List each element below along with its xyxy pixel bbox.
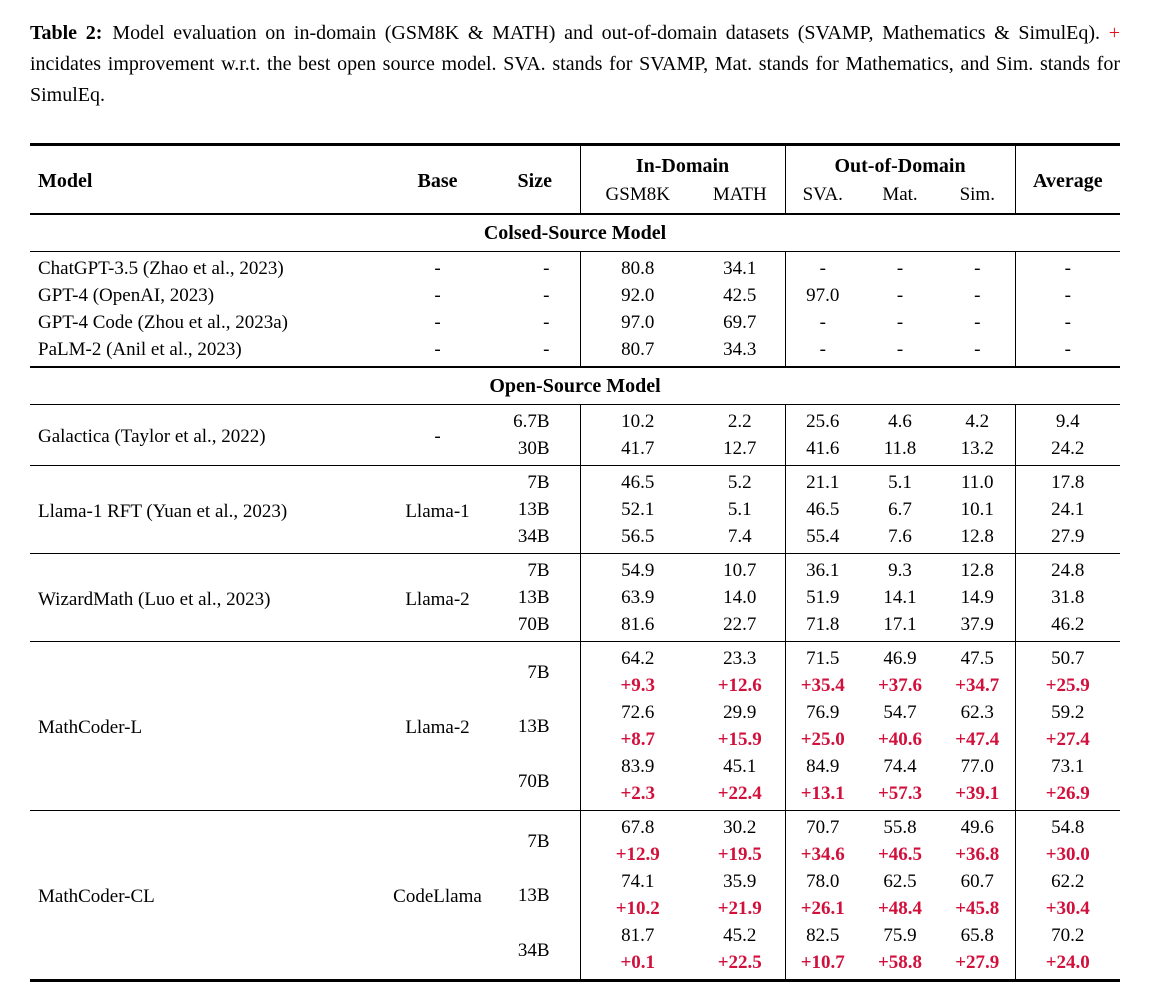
value-cell: 84.9 (806, 756, 840, 777)
value-cell: 11.8 (883, 438, 917, 459)
delta-cell: +19.5 (695, 841, 785, 868)
value-cell: 4.6 (860, 405, 940, 436)
delta-cell: +2.3 (620, 783, 656, 804)
value-cell: 24.1 (1051, 499, 1085, 520)
value-cell: 10.2 (580, 405, 695, 436)
value-cell: 47.5 (940, 642, 1015, 673)
delta-cell: +45.8 (940, 895, 1015, 922)
value-cell: 50.7 (1015, 642, 1120, 673)
value-cell: 46.5 (806, 499, 840, 520)
caption-text-before: Model evaluation on in-domain (GSM8K & MATH) and out-of-domain datasets (SVAMP, Mathematics & SimulEq). (112, 22, 1109, 44)
value-cell: - (940, 336, 1015, 367)
value-cell: 36.1 (785, 554, 860, 585)
value-cell: 12.8 (940, 554, 1015, 585)
base-model-cell: - (434, 312, 441, 333)
delta-cell: +0.1 (620, 952, 656, 973)
base-model-cell: - (385, 252, 490, 283)
base-model-cell: Llama-2 (385, 642, 490, 811)
value-cell: 78.0 (806, 871, 840, 892)
model-name-cell: WizardMath (Luo et al., 2023) (30, 554, 385, 642)
delta-cell: +46.5 (877, 844, 923, 865)
section-title: Open-Source Model (30, 367, 1120, 405)
value-cell: - (860, 252, 940, 283)
table-row (30, 642, 1120, 673)
size-cell: 13B (490, 584, 580, 611)
delta-cell: +40.6 (877, 729, 923, 750)
delta-cell: +34.6 (800, 844, 845, 865)
value-cell: 41.6 (806, 438, 840, 459)
value-cell: 12.8 (940, 523, 1015, 554)
delta-cell: +21.9 (695, 895, 785, 922)
size-cell: 7B (490, 466, 580, 497)
base-model-cell: - (385, 405, 490, 466)
size-cell: 30B (490, 435, 580, 466)
value-cell: - (1064, 312, 1071, 333)
delta-cell: +12.9 (615, 844, 660, 865)
value-cell: 35.9 (695, 868, 785, 895)
delta-cell: +58.8 (877, 952, 923, 973)
value-cell: 74.4 (883, 756, 917, 777)
value-cell: 17.1 (883, 614, 917, 635)
size-cell: 6.7B (490, 405, 580, 436)
delta-cell: +15.9 (695, 726, 785, 753)
value-cell: 75.9 (883, 925, 917, 946)
delta-cell: +30.4 (1045, 898, 1090, 919)
value-cell: - (1064, 339, 1071, 360)
size-cell: 34B (490, 922, 580, 981)
caption-text-after: incidates improvement w.r.t. the best open source model. SVA. stands for SVAMP, Mat. stands for Mathematics, and Sim. stands for SimulEq. (30, 53, 1120, 106)
col-header-base: Base (417, 169, 458, 192)
value-cell: 14.1 (883, 587, 917, 608)
size-cell: 13B (490, 868, 580, 922)
delta-cell: +27.9 (940, 949, 1015, 981)
col-header-model: Model (38, 169, 93, 192)
value-cell: 59.2 (1051, 702, 1085, 723)
size-cell: 13B (490, 699, 580, 753)
model-name-cell: MathCoder-L (30, 642, 385, 811)
value-cell: 7.6 (888, 526, 912, 547)
value-cell: 41.7 (621, 438, 655, 459)
value-cell: 29.9 (695, 699, 785, 726)
model-name-cell: Galactica (Taylor et al., 2022) (30, 405, 385, 466)
value-cell: 54.9 (580, 554, 695, 585)
table-header (30, 145, 1120, 215)
model-name-cell: Llama-1 RFT (Yuan et al., 2023) (30, 466, 385, 554)
value-cell: 21.1 (785, 466, 860, 497)
size-cell: - (490, 282, 580, 309)
base-model-cell: Llama-2 (385, 554, 490, 642)
delta-cell: +10.7 (800, 952, 845, 973)
delta-cell: +24.0 (1045, 952, 1090, 973)
col-header-size: Size (490, 145, 580, 215)
model-name-cell: GPT-4 Code (Zhou et al., 2023a) (38, 312, 288, 333)
col-header-mathematics: Mat. (882, 184, 918, 205)
value-cell: 62.3 (940, 699, 1015, 726)
value-cell: - (1015, 252, 1120, 283)
col-header-in-domain: In-Domain (580, 145, 785, 182)
table-row (30, 282, 1120, 309)
value-cell: 17.8 (1015, 466, 1120, 497)
size-cell: 7B (490, 554, 580, 585)
table-row (30, 811, 1120, 842)
value-cell: 37.9 (940, 611, 1015, 642)
col-header-out-of-domain: Out-of-Domain (785, 145, 1015, 182)
delta-cell: +22.5 (695, 949, 785, 981)
value-cell: 24.8 (1015, 554, 1120, 585)
delta-cell: +37.6 (877, 675, 923, 696)
value-cell: 11.0 (940, 466, 1015, 497)
delta-cell: +27.4 (1045, 729, 1090, 750)
value-cell: 74.1 (621, 871, 655, 892)
value-cell: 55.4 (806, 526, 840, 547)
value-cell: 51.9 (806, 587, 840, 608)
value-cell: 80.8 (580, 252, 695, 283)
caption-label: Table 2: (30, 22, 103, 44)
model-name-cell: PaLM-2 (Anil et al., 2023) (38, 339, 242, 360)
delta-cell: +8.7 (620, 729, 656, 750)
value-cell: 69.7 (695, 309, 785, 336)
value-cell: 97.0 (621, 312, 655, 333)
delta-cell: +48.4 (877, 898, 923, 919)
value-cell: 76.9 (806, 702, 840, 723)
section-title: Colsed-Source Model (30, 214, 1120, 252)
col-header-gsm8k: GSM8K (605, 184, 670, 205)
value-cell: 92.0 (621, 285, 655, 306)
value-cell: 7.4 (695, 523, 785, 554)
value-cell: - (819, 312, 826, 333)
delta-cell: +57.3 (877, 783, 923, 804)
delta-cell: +9.3 (620, 675, 656, 696)
delta-cell: +35.4 (800, 675, 845, 696)
value-cell: 71.8 (806, 614, 840, 635)
value-cell: 56.5 (621, 526, 655, 547)
col-header-average: Average (1032, 169, 1103, 192)
size-cell: 7B (490, 642, 580, 700)
size-cell: 70B (490, 753, 580, 811)
base-model-cell: Llama-1 (385, 466, 490, 554)
value-cell: 5.1 (695, 496, 785, 523)
value-cell: 10.1 (940, 496, 1015, 523)
value-cell: 64.2 (580, 642, 695, 673)
table-row (30, 336, 1120, 367)
value-cell: 14.0 (695, 584, 785, 611)
table-body (30, 214, 1120, 981)
col-header-svamp: SVA. (802, 184, 843, 205)
size-cell: 34B (490, 523, 580, 554)
value-cell: 46.2 (1051, 614, 1085, 635)
value-cell: 45.1 (695, 753, 785, 780)
value-cell: 73.1 (1051, 756, 1085, 777)
value-cell: 42.5 (695, 282, 785, 309)
model-name-cell: GPT-4 (OpenAI, 2023) (38, 285, 215, 306)
delta-cell: +30.0 (1045, 844, 1090, 865)
delta-cell: +25.0 (800, 729, 845, 750)
value-cell: 46.5 (580, 466, 695, 497)
value-cell: 13.2 (940, 435, 1015, 466)
size-cell: - (490, 336, 580, 367)
col-header-simuleq: Sim. (940, 181, 1015, 214)
size-cell: 70B (490, 611, 580, 642)
base-model-cell: - (434, 339, 441, 360)
value-cell: 6.7 (888, 499, 912, 520)
value-cell: 49.6 (940, 811, 1015, 842)
value-cell: 5.2 (695, 466, 785, 497)
size-cell: - (490, 252, 580, 283)
model-name-cell: MathCoder-CL (30, 811, 385, 981)
value-cell: 34.1 (695, 252, 785, 283)
value-cell: - (896, 312, 904, 333)
value-cell: 4.2 (940, 405, 1015, 436)
value-cell: 31.8 (1051, 587, 1085, 608)
value-cell: 80.7 (621, 339, 655, 360)
model-name-cell: ChatGPT-3.5 (Zhao et al., 2023) (30, 252, 385, 283)
value-cell: - (940, 252, 1015, 283)
value-cell: 62.2 (1051, 871, 1085, 892)
value-cell: 60.7 (940, 868, 1015, 895)
delta-cell: +34.7 (940, 672, 1015, 699)
value-cell: 54.8 (1015, 811, 1120, 842)
value-cell: 62.5 (883, 871, 917, 892)
value-cell: - (785, 252, 860, 283)
value-cell: 83.9 (621, 756, 655, 777)
delta-cell: +26.9 (1045, 783, 1090, 804)
value-cell: - (1064, 285, 1071, 306)
value-cell: 34.3 (695, 336, 785, 367)
value-cell: 24.2 (1051, 438, 1085, 459)
size-cell: 13B (490, 496, 580, 523)
value-cell: 5.1 (860, 466, 940, 497)
value-cell: 9.4 (1015, 405, 1120, 436)
delta-cell: +26.1 (800, 898, 845, 919)
value-cell: 77.0 (940, 753, 1015, 780)
value-cell: 12.7 (695, 435, 785, 466)
value-cell: 72.6 (621, 702, 655, 723)
value-cell: 27.9 (1051, 526, 1085, 547)
size-cell: - (490, 309, 580, 336)
value-cell: - (940, 309, 1015, 336)
delta-cell: +12.6 (695, 672, 785, 699)
results-table (30, 143, 1120, 982)
value-cell: 54.7 (883, 702, 917, 723)
value-cell: 63.9 (621, 587, 655, 608)
value-cell: 52.1 (621, 499, 655, 520)
value-cell: - (819, 339, 826, 360)
table-row (30, 466, 1120, 497)
base-model-cell: - (434, 285, 441, 306)
delta-cell: +22.4 (695, 780, 785, 811)
table-row (30, 252, 1120, 283)
value-cell: 45.2 (695, 922, 785, 949)
value-cell: 9.3 (860, 554, 940, 585)
value-cell: 70.2 (1051, 925, 1085, 946)
table-row (30, 554, 1120, 585)
value-cell: 23.3 (695, 642, 785, 673)
value-cell: 55.8 (860, 811, 940, 842)
value-cell: 81.7 (621, 925, 655, 946)
value-cell: 97.0 (806, 285, 840, 306)
col-header-math: MATH (695, 181, 785, 214)
delta-cell: +10.2 (615, 898, 660, 919)
value-cell: 67.8 (580, 811, 695, 842)
value-cell: 25.6 (785, 405, 860, 436)
delta-cell: +13.1 (800, 783, 845, 804)
value-cell: 22.7 (695, 611, 785, 642)
value-cell: 30.2 (695, 811, 785, 842)
value-cell: 46.9 (860, 642, 940, 673)
value-cell: 71.5 (785, 642, 860, 673)
value-cell: - (940, 282, 1015, 309)
value-cell: 10.7 (695, 554, 785, 585)
table-caption (30, 18, 1120, 111)
caption-plus-mark: + (1108, 22, 1120, 44)
table-row (30, 405, 1120, 436)
value-cell: - (896, 285, 904, 306)
table-row (30, 309, 1120, 336)
delta-cell: +39.1 (940, 780, 1015, 811)
value-cell: 2.2 (695, 405, 785, 436)
value-cell: 81.6 (621, 614, 655, 635)
delta-cell: +47.4 (940, 726, 1015, 753)
value-cell: 70.7 (785, 811, 860, 842)
value-cell: - (896, 339, 904, 360)
delta-cell: +36.8 (940, 841, 1015, 868)
delta-cell: +25.9 (1045, 675, 1090, 696)
value-cell: 65.8 (940, 922, 1015, 949)
value-cell: 82.5 (806, 925, 840, 946)
size-cell: 7B (490, 811, 580, 869)
base-model-cell: CodeLlama (385, 811, 490, 981)
value-cell: 14.9 (940, 584, 1015, 611)
